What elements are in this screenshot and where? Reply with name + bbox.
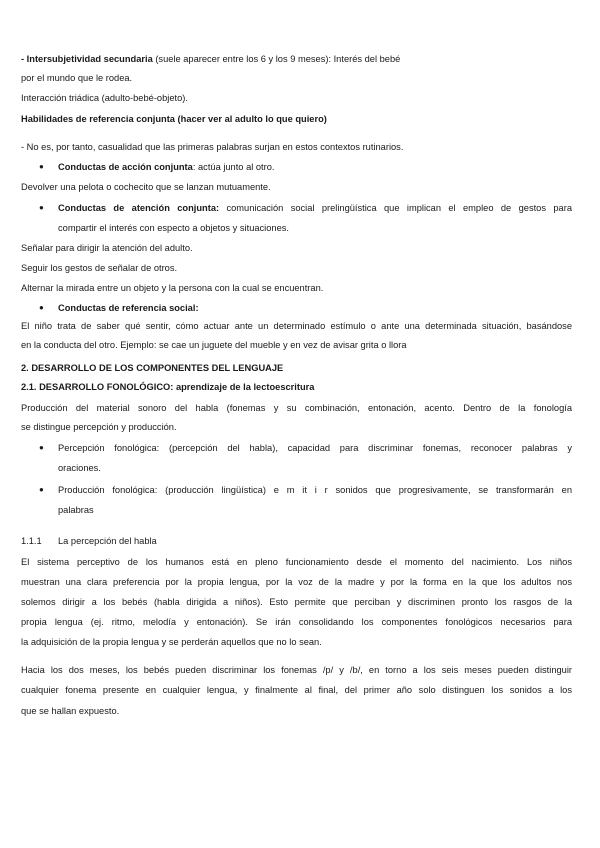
text-line: se distingue percepción y producción. (21, 422, 177, 432)
text-span: : aprendizaje de la lectoescritura (170, 382, 315, 392)
bullet-item: Producción fonológica: (producción lingüística) e m it i r sonidos que progresivamente, se transformarán en (58, 485, 572, 495)
text-line: Interacción triádica (adulto-bebé-objeto). (21, 93, 188, 103)
bold-term: Conductas de acción conjunta (58, 162, 193, 172)
bullet-item (58, 202, 572, 214)
paragraph-line: solemos dirigir a los bebés (habla dirigida a niños). Esto permite que perciban y discriminen pronto los rasgos de la (21, 597, 572, 607)
text-line: en la conducta del otro. Ejemplo: se cae un juguete del mueble y en vez de avisar grita o llora (21, 340, 407, 350)
text-line: por el mundo que le rodea. (21, 73, 133, 83)
text-span: : actúa junto al otro. (192, 162, 275, 172)
text-line (21, 53, 400, 65)
bullet-item: Percepción fonológica: (percepción del habla), capacidad para discriminar fonemas, reconocer palabras y (58, 443, 572, 453)
text-line: Señalar para dirigir la atención del adulto. (21, 243, 193, 253)
text-span: (suele aparecer entre los 6 y los 9 meses): Interés del bebé (152, 54, 401, 64)
text-line: Devolver una pelota o cochecito que se lanzan mutuamente. (21, 182, 271, 192)
text-line: oraciones. (58, 463, 101, 473)
text-line: El niño trata de saber qué sentir, cómo actuar ante un determinado estímulo o ante una determinada situación, basándose (21, 321, 572, 331)
bullet-icon: ● (39, 485, 44, 494)
subsection-heading (21, 381, 314, 393)
bullet-icon: ● (39, 203, 44, 212)
text-line: Seguir los gestos de señalar de otros. (21, 263, 178, 273)
paragraph-line: cualquier fonema presente en cualquier lengua, y finalmente al final, del primer año solo distinguen los sonidos a los (21, 685, 572, 695)
bold-term: - Intersubjetividad secundaria (21, 54, 153, 64)
bullet-icon: ● (39, 162, 44, 171)
bold-term: Conductas de atención conjunta: (58, 203, 220, 213)
subsection-heading: La percepción del habla (58, 536, 157, 546)
text-span: comunicación social prelingüística que implican el empleo de gestos para (219, 203, 572, 213)
bullet-item (58, 161, 275, 173)
paragraph-line: muestran una clara preferencia por la propia lengua, por la voz de la madre y por la forma en la que los adultos nos (21, 577, 572, 587)
text-line: Alternar la mirada entre un objeto y la persona con la cual se encuentran. (21, 283, 324, 293)
paragraph-line: El sistema perceptivo de los humanos está en pleno funcionamiento desde el momento del nacimiento. Los niños (21, 557, 572, 567)
text-line: palabras (58, 505, 94, 515)
text-line: compartir el interés con especto a objetos y situaciones. (58, 223, 289, 233)
text-line: - No es, por tanto, casualidad que las primeras palabras surjan en estos contextos rutinarios. (21, 142, 404, 152)
bold-term: 2.1. DESARROLLO FONOLÓGICO (21, 382, 171, 392)
text-line: Producción del material sonoro del habla (fonemas y su combinación, entonación, acento. Dentro de la fonología (21, 403, 572, 413)
paragraph-line: Hacia los dos meses, los bebés pueden discriminar los fonemas /p/ y /b/, en torno a los seis meses pueden distinguir (21, 665, 572, 675)
section-subheading: Habilidades de referencia conjunta (hacer ver al adulto lo que quiero) (21, 114, 327, 124)
heading-number: 1.1.1 (21, 536, 42, 546)
paragraph-line: la adquisición de la propia lengua y se perderán aquellos que no lo sean. (21, 637, 322, 647)
paragraph-line: que se hallan expuesto. (21, 706, 120, 716)
paragraph-line: propia lengua (ej. ritmo, melodía y entonación). Se irán consolidando los componentes fonológicos necesarios para (21, 617, 572, 627)
bullet-icon: ● (39, 303, 44, 312)
bullet-item: Conductas de referencia social: (58, 303, 199, 313)
bullet-icon: ● (39, 443, 44, 452)
section-heading: 2. DESARROLLO DE LOS COMPONENTES DEL LENGUAJE (21, 363, 284, 373)
